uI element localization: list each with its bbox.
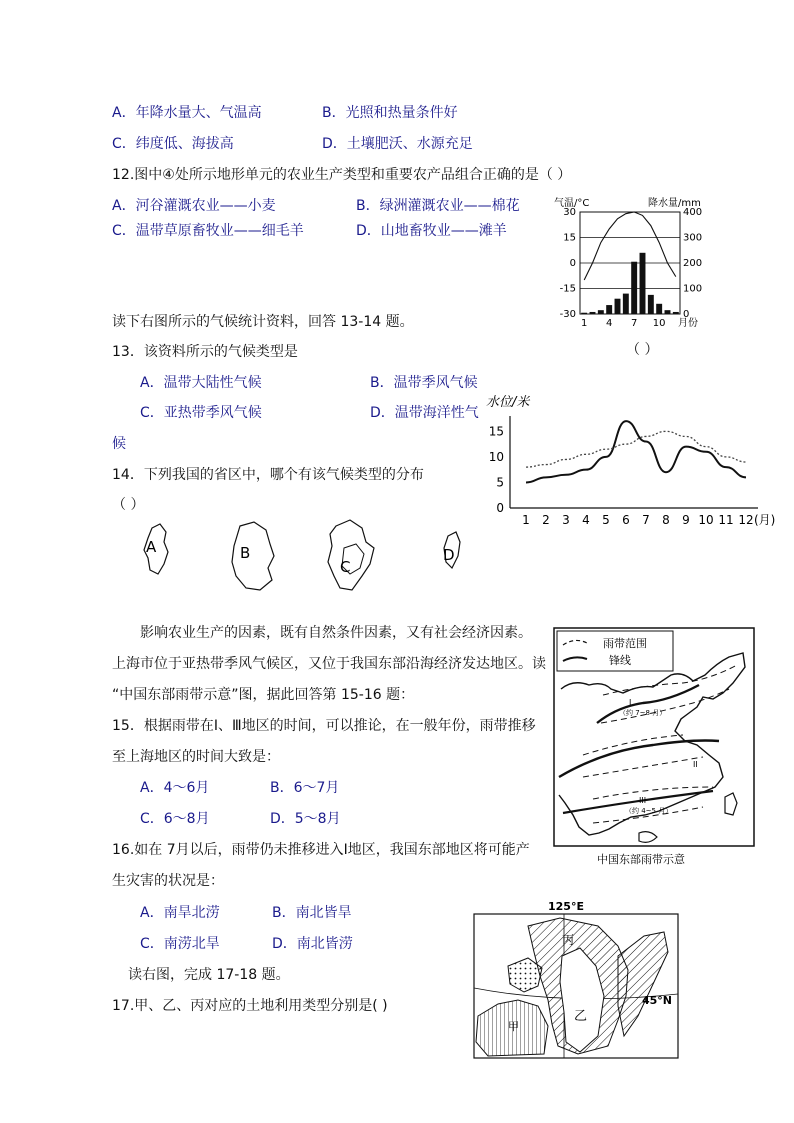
- climate-precip-bar: [648, 295, 654, 314]
- water-x-tick: 10: [698, 513, 714, 527]
- climate-x-tick: 10: [652, 318, 666, 329]
- province-b[interactable]: [232, 522, 274, 590]
- q11-option-a: A．年降水量大、气温高: [112, 105, 262, 121]
- climate-precip-bar: [640, 253, 646, 314]
- province-c[interactable]: [328, 520, 374, 590]
- climate-precip-bar: [606, 305, 612, 314]
- q16-stem-1: 16.如在 7月以后，雨带仍未推移进入Ⅰ地区，我国东部地区将可能产: [112, 842, 530, 858]
- water-x-tick: 4: [582, 513, 590, 527]
- q17-stem: 17.甲、乙、丙对应的土地利用类型分别是( ): [112, 998, 388, 1014]
- q15-option-a: A．4～6月: [140, 780, 210, 796]
- climate-x-tick: 1: [580, 318, 588, 329]
- province-a[interactable]: [144, 524, 168, 574]
- q12-option-c: C．温带草原畜牧业——细毛羊: [112, 223, 304, 239]
- legend-front: 锋线: [609, 654, 631, 667]
- q15-option-c: C．6～8月: [140, 811, 210, 827]
- water-x-tick: 12: [738, 513, 754, 527]
- q13-option-a: A．温带大陆性气候: [140, 375, 262, 391]
- q16-option-a: A．南旱北涝: [140, 905, 220, 921]
- climate-precip-bar: [656, 304, 662, 314]
- q13-stem: 13．该资料所示的气候类型是: [112, 344, 298, 360]
- q13-option-d: D．温带海洋性气: [370, 405, 479, 421]
- rain-map-caption: 中国东部雨带示意: [597, 853, 685, 866]
- climate-right-tick: 300: [683, 232, 703, 244]
- climate-precip-bar: [590, 312, 596, 314]
- water-y-tick: 15: [488, 424, 504, 439]
- q16-option-d: D．南北皆涝: [272, 936, 353, 952]
- water-x-tick: 5: [602, 513, 610, 527]
- q12-option-b: B．绿洲灌溉农业——棉花: [356, 198, 520, 214]
- latitude-label: 45°N: [642, 994, 673, 1007]
- climate-precip-bar: [665, 310, 671, 314]
- q12-option-d: D．山地畜牧业——滩羊: [356, 223, 507, 239]
- province-a-label: A: [146, 538, 157, 556]
- water-ylabel: 水位/米: [486, 395, 530, 410]
- q15-option-b: B．6～7月: [270, 780, 340, 796]
- label-iii-time: （约 4~5 月）: [625, 807, 673, 815]
- water-y-tick: 5: [496, 475, 504, 490]
- q11-option-b: B．光照和热量条件好: [322, 105, 458, 121]
- climate-left-tick: -30: [559, 309, 576, 320]
- legend-rain-band: 雨带范围: [603, 637, 647, 650]
- q14-paren: （ ）: [112, 497, 145, 513]
- province-outlines: [130, 518, 470, 598]
- province-b-label: B: [240, 544, 251, 562]
- q13-option-b: B．温带季风气候: [370, 375, 478, 391]
- passage-line-1: 影响农业生产的因素，既有自然条件因素，又有社会经济因素。: [140, 625, 532, 641]
- water-x-tick: 6: [622, 513, 630, 527]
- water-x-tick: 7: [642, 513, 650, 527]
- climate-left-label: 气温/°C: [554, 198, 590, 209]
- water-x-tick: 9: [682, 513, 690, 527]
- passage-line-2: 上海市位于亚热带季风气候区，又位于我国东部沿海经济发达地区。读: [112, 656, 546, 672]
- q11-option-c: C．纬度低、海拔高: [112, 136, 234, 152]
- q16-option-b: B．南北皆旱: [272, 905, 352, 921]
- province-c-label: C: [340, 558, 351, 576]
- water-x-tick: 2: [542, 513, 550, 527]
- q15-stem-2: 至上海地区的时间大致是：: [112, 749, 280, 765]
- q13-paren: （ ）: [626, 342, 659, 358]
- q13-option-c: C．亚热带季风气候: [140, 405, 262, 421]
- q12-stem: 12.图中④处所示地形单元的农业生产类型和重要农产品组合正确的是（ ）: [112, 167, 572, 183]
- q16-option-c: C．南涝北旱: [140, 936, 220, 952]
- climate-precip-bar: [631, 262, 637, 314]
- climate-x-unit: 月份: [678, 318, 698, 329]
- climate-precip-bar: [623, 294, 629, 314]
- climate-left-tick: 15: [563, 232, 576, 244]
- label-jia: 甲: [508, 1020, 519, 1033]
- label-i: I: [629, 698, 632, 707]
- q15-option-d: D．5～8月: [270, 811, 341, 827]
- climate-right-tick: 400: [683, 207, 703, 218]
- rain-belt-map: [553, 627, 757, 869]
- label-yi: 乙: [574, 1009, 588, 1024]
- q12-option-a: A．河谷灌溉农业——小麦: [112, 198, 276, 214]
- climate-chart: [548, 192, 718, 334]
- water-solid-curve: [526, 421, 746, 482]
- water-x-tick: 1: [522, 513, 530, 527]
- climate-x-tick: 4: [605, 318, 613, 329]
- intro-13-14: 读下右图所示的气候统计资料，回答 13-14 题。: [112, 314, 414, 330]
- water-level-chart: [486, 388, 776, 534]
- land-use-map: [468, 896, 686, 1060]
- climate-temperature-curve: [584, 212, 676, 280]
- q14-stem: 14．下列我国的省区中，哪个有该气候类型的分布: [112, 467, 424, 483]
- climate-precip-bar: [673, 312, 679, 314]
- climate-precip-bar: [581, 313, 587, 314]
- climate-left-tick: -15: [559, 283, 576, 295]
- label-iii: III: [639, 796, 647, 805]
- climate-right-tick: 200: [683, 258, 703, 269]
- water-y-tick: 0: [496, 501, 504, 515]
- climate-x-tick: 7: [630, 318, 638, 329]
- water-x-tick: 8: [662, 513, 670, 527]
- climate-right-tick: 100: [683, 283, 703, 295]
- intro-17-18: 读右图，完成 17-18 题。: [128, 967, 290, 983]
- q15-stem-1: 15．根据雨带在Ⅰ、Ⅲ地区的时间，可以推论，在一般年份，雨带推移: [112, 718, 536, 734]
- q16-stem-2: 生灾害的状况是：: [112, 873, 224, 889]
- passage-line-3: “中国东部雨带示意”图，据此回答第 15-16 题：: [112, 687, 415, 703]
- climate-right-tick: 0: [683, 309, 690, 320]
- q13-option-d-wrap: 候: [112, 436, 126, 452]
- q11-option-d: D．土壤肥沃、水源充足: [322, 136, 473, 152]
- water-x-tick: 11: [718, 513, 734, 527]
- climate-right-label: 降水量/mm: [648, 198, 701, 209]
- label-i-time: （约 7~8 月）: [619, 709, 667, 717]
- province-d[interactable]: [443, 532, 460, 568]
- climate-left-tick: 0: [569, 258, 576, 269]
- water-dotted-curve: [526, 431, 746, 467]
- water-x-tick: 3: [562, 513, 570, 527]
- province-d-label: D: [443, 546, 455, 564]
- label-bing: 丙: [562, 933, 575, 947]
- climate-precip-bar: [598, 310, 604, 314]
- climate-left-tick: 30: [563, 207, 576, 218]
- longitude-label: 125°E: [548, 900, 584, 913]
- label-ii: II: [693, 760, 698, 769]
- water-y-tick: 10: [488, 449, 504, 464]
- climate-precip-bar: [615, 299, 621, 314]
- water-x-unit: (月): [754, 513, 776, 527]
